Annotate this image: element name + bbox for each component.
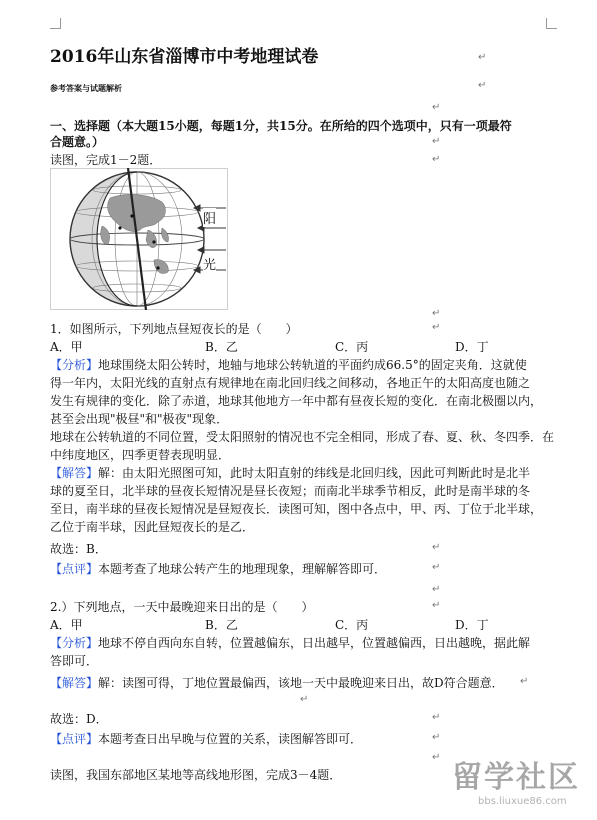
q2-choice: 故选：D． [50,712,108,726]
q2-option-a: A．甲 [50,618,83,632]
q1-option-c: C．丙 [335,340,369,354]
q2-option-c: C．丙 [335,618,369,632]
comment-tag: 【点评】 [50,562,99,576]
paragraph-mark: ↵ [478,52,487,63]
intro-q3-q4: 读图，我国东部地区某地等高线地形图，完成3－4题． [50,768,342,782]
q1-analysis-line2: 得一年内，太阳光线的直射点有规律地在南北回归线之间移动，各地正午的太阳高度也随之 [50,376,531,390]
paragraph-mark: ↵ [432,752,441,763]
q1-option-a: A．甲 [50,340,83,354]
document-subtitle: 参考答案与试题解析 [50,83,122,93]
answer-text: 解：读图可得，丁地位置最偏西，该地一天中最晚迎来日出，故D符合题意． [98,676,504,690]
paragraph-mark: ↵ [432,562,441,573]
q1-analysis-line1 [50,357,527,373]
section-heading-line2: 合题意。） [50,135,105,149]
analysis-text: 地球围绕太阳公转时，地轴与地球公转轨道的平面约成66.5°的固定夹角．这就使 [98,358,527,372]
paragraph-mark: ↵ [432,732,441,743]
q2-analysis-line1 [50,635,530,651]
q1-analysis-line5: 地球在公转轨道的不同位置，受太阳照射的情况也不完全相同，形成了春、夏、秋、冬四季．在 [50,430,555,444]
paragraph-mark: ↵ [300,694,309,705]
intro-q1-q2: 读图，完成1－2题． [50,153,162,167]
q2-answer [50,675,504,691]
q1-answer-line2: 球的夏至日，北半球的昼夜长短情况是昼长夜短；而南北半球季节相反，此时是南半球的冬 [50,484,531,498]
q1-analysis-line6: 中纬度地区，四季更替表现明显． [50,448,231,462]
paragraph-mark: ↵ [432,154,441,165]
analysis-text: 地球不停自西向东自转，位置越偏东，日出越早，位置越偏西，日出越晚，据此解 [98,636,531,650]
paragraph-mark: ↵ [432,136,441,147]
watermark-url: bbs.liuxue86.com [478,796,567,807]
crop-mark-top-left [50,18,61,29]
document-title: 2016年山东省淄博市中考地理试卷 [50,47,319,67]
q1-analysis-line3: 发生有规律的变化．除了赤道，地球其他地方一年中都有昼夜长短的变化．在南北极圈以内， [50,394,543,408]
paragraph-mark: ↵ [478,80,487,91]
comment-text: 本题考查日出早晚与位置的关系，读图解答即可． [98,732,363,746]
q1-answer-line1 [50,465,530,481]
q1-stem: 1．如图所示，下列地点昼短夜长的是（ ） [50,322,298,336]
paragraph-mark: ↵ [432,322,441,333]
paragraph-mark: ↵ [432,712,441,723]
q1-option-b: B．乙 [205,340,238,354]
q2-stem: 2.）下列地点，一天中最晚迎来日出的是（ ） [50,600,314,614]
crop-mark-top-right [546,18,557,29]
q1-answer-line4: 乙位于南半球，因此昼短夜长的是乙． [50,520,255,534]
globe-figure [50,168,228,310]
comment-tag: 【点评】 [50,732,99,746]
sunlight-label-2: 光 [203,254,216,273]
paragraph-mark: ↵ [432,102,441,113]
site-watermark [450,752,597,820]
analysis-tag: 【分析】 [50,636,99,650]
answer-text: 解：由太阳光照图可知，此时太阳直射的纬线是北回归线，因此可判断此时是北半 [98,466,531,480]
q2-comment [50,731,362,747]
globe-illustration [50,168,228,310]
q2-option-b: B．乙 [205,618,238,632]
answer-tag: 【解答】 [50,676,99,690]
analysis-tag: 【分析】 [50,358,99,372]
paragraph-mark: ↵ [432,584,441,595]
q2-analysis-line2: 答即可． [50,654,99,668]
paragraph-mark: ↵ [520,676,529,687]
comment-text: 本题考查了地球公转产生的地理现象，理解解答即可． [98,562,387,576]
q2-option-d: D．丁 [455,618,489,632]
sunlight-label-1: 阳 [203,208,216,227]
section-heading-line1: 一、选择题（本大题15小题，每题1分，共15分。在所给的四个选项中，只有一项最符 [50,119,512,133]
paragraph-mark: ↵ [432,600,441,611]
paragraph-mark: ↵ [432,542,441,553]
paragraph-mark: ↵ [432,308,441,319]
q1-option-d: D．丁 [455,340,489,354]
q1-comment [50,561,386,577]
q1-choice: 故选：B． [50,542,107,556]
q1-analysis-line4: 甚至会出现"极昼"和"极夜"现象． [50,412,229,426]
watermark-brand: 留学社区 [452,760,580,795]
q1-answer-line3: 至日，南半球的昼夜长短情况是昼短夜长．读图可知，图中各点中，甲、丙、丁位于北半球， [50,502,543,516]
answer-tag: 【解答】 [50,466,99,480]
